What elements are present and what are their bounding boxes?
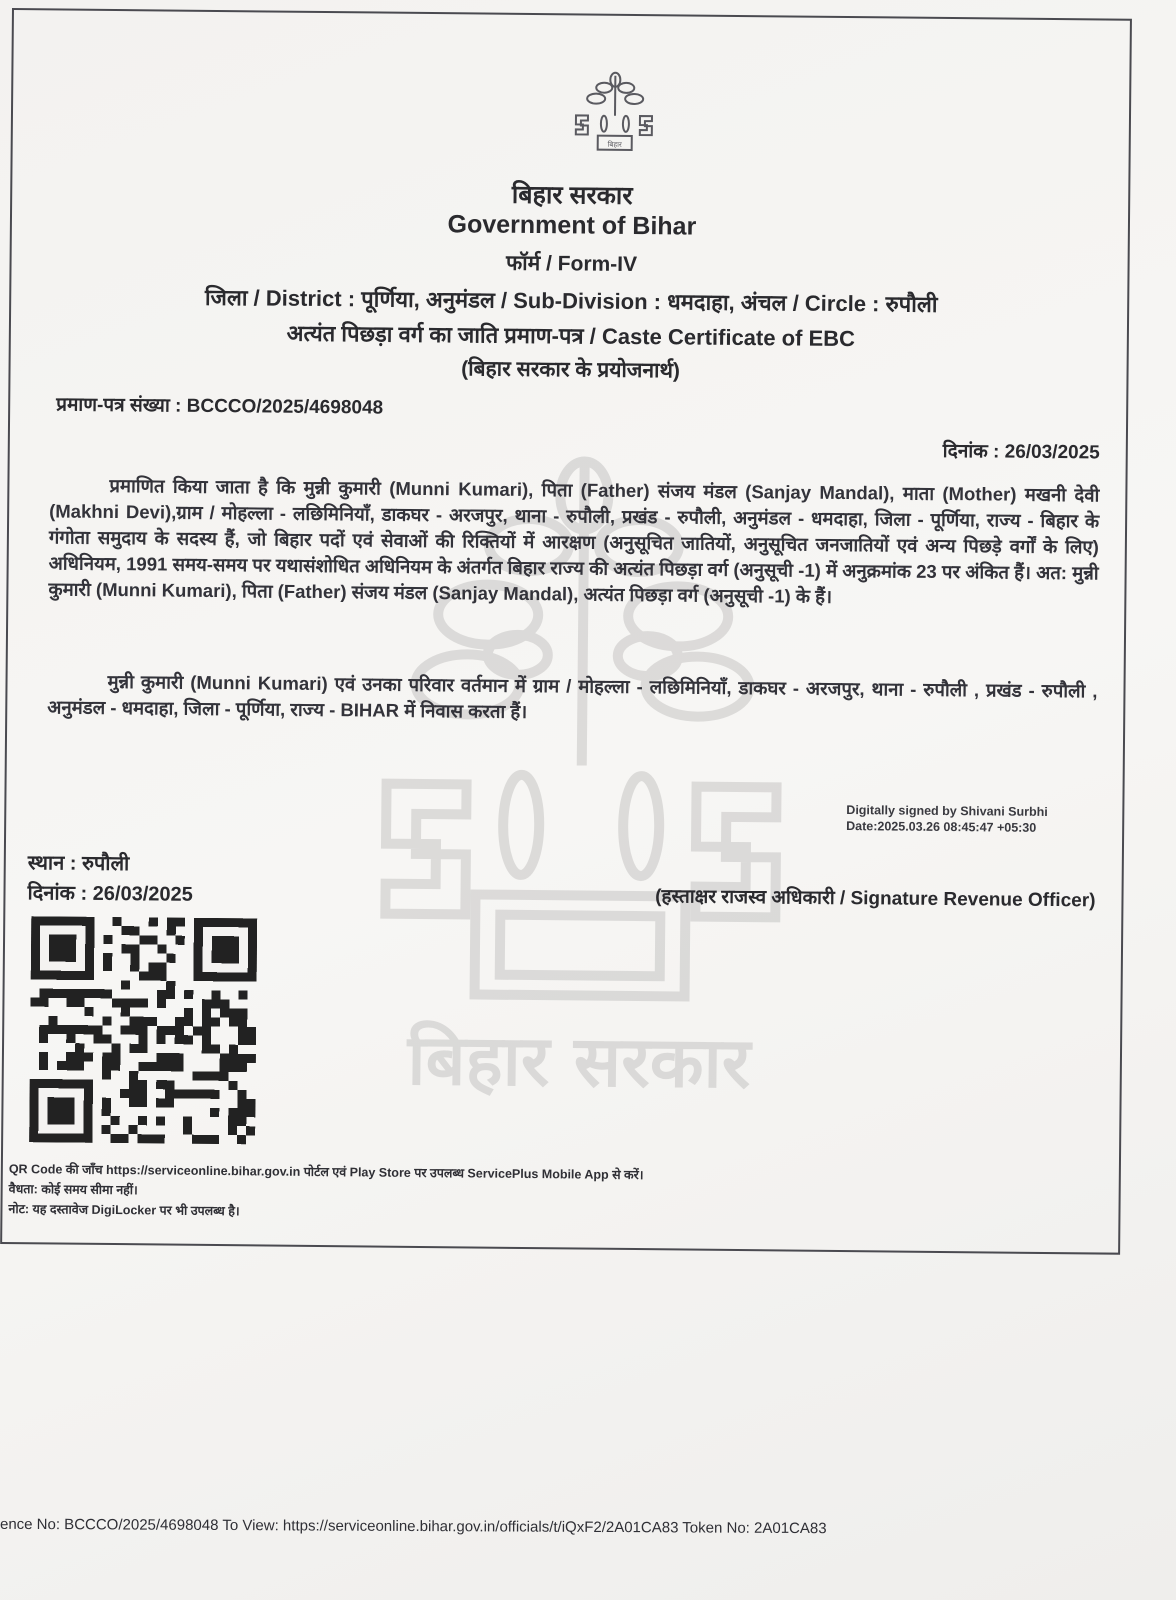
certificate-frame <box>0 8 1132 1255</box>
certificate-number: प्रमाण-पत्र संख्या : BCCCO/2025/4698048 <box>56 394 384 419</box>
form-label: फॉर्म / Form-IV <box>505 251 638 277</box>
certificate-body-paragraph: प्रमाणित किया जाता है कि मुन्नी कुमारी (Munni Kumari), पिता (Father) संजय मंडल (Sanjay Mandal), माता (Mother) मखनी देवी (Makhni Devi),ग्राम / मोहल्ला - लछिमिनियाँ, डाकघर - अरजपुर, थाना - रुपौली, प्रखंड - रुपौली, अनुमंडल - धमदाहा, जिला - पूर्णिया, राज्य - बिहार के गंगोता समुदाय के सदस्य हैं, जो बिहार पदों एवं सेवाओं की रिक्तियों में आरक्षण (अनुसूचित जातियों, अनुसूचित जनजातियों एवं अन्य पिछड़े वर्गों के लिए) अधिनियम, 1991 समय-समय पर यथासंशोधित अधिनियम के अंतर्गत बिहार राज्य की अत्यंत पिछड़ा वर्ग (अनुसूची -1) में अनुक्रमांक 23 पर अंकित हैं। अत: मुन्नी कुमारी (Munni Kumari), पिता (Father) संजय मंडल (Sanjay Mandal), अत्यंत पिछड़ा वर्ग (अनुसूची -1) के हैं। <box>48 474 1100 607</box>
district-line: जिला / District : पूर्णिया, अनुमंडल / Sub-Division : धमदाहा, अंचल / Circle : रुपौली <box>204 284 938 317</box>
govt-hindi-title: बिहार सरकार <box>511 180 633 210</box>
digital-signature-date: Date:2025.03.26 08:45:47 +05:30 <box>846 819 1037 835</box>
page-footer: ence No: BCCCO/2025/4698048 To View: https://serviceonline.bihar.gov.in/officials/t/iQxF2/2A01CA83 Token No: 2A01CA83 <box>0 1515 827 1538</box>
place-label: स्थान : रुपौली <box>27 852 130 876</box>
certificate-title: अत्यंत पिछड़ा वर्ग का जाति प्रमाण-पत्र / Caste Certificate of EBC <box>286 320 856 352</box>
bihar-emblem-icon <box>570 67 661 158</box>
issue-date: दिनांक : 26/03/2025 <box>942 440 1100 464</box>
qr-check-note: QR Code की जाँच https://serviceonline.bihar.gov.in पोर्टल एवं Play Store पर उपलब्ध ServicePlus Mobile App से करें। <box>8 1162 644 1183</box>
residence-paragraph: मुन्नी कुमारी (Munni Kumari) एवं उनका परिवार वर्तमान में ग्राम / मोहल्ला - लछिमिनियाँ, डाकघर - अरजपुर, थाना - रुपौली , प्रखंड - रुपौली , अनुमंडल - धमदाहा, जिला - पूर्णिया, राज्य - BIHAR में निवास करता हैं। <box>47 670 1098 722</box>
qr-code-icon[interactable] <box>29 916 257 1144</box>
emblem-text: बिहार <box>607 140 622 149</box>
signature-label: (हस्ताक्षर राजस्व अधिकारी / Signature Revenue Officer) <box>655 886 1096 912</box>
validity-note: वैधता: कोई समय सीमा नहीं। <box>8 1182 138 1198</box>
digilocker-note: नोट: यह दस्तावेज DigiLocker पर भी उपलब्ध है। <box>8 1202 240 1219</box>
purpose-line: (बिहार सरकार के प्रयोजनार्थ) <box>461 357 681 383</box>
govt-english-title: Government of Bihar <box>447 210 697 241</box>
place-date: दिनांक : 26/03/2025 <box>27 882 193 906</box>
digital-signature-signer: Digitally signed by Shivani Surbhi <box>846 803 1048 819</box>
watermark-text: बिहार सरकार <box>407 1018 751 1105</box>
digital-signature <box>846 802 1048 836</box>
